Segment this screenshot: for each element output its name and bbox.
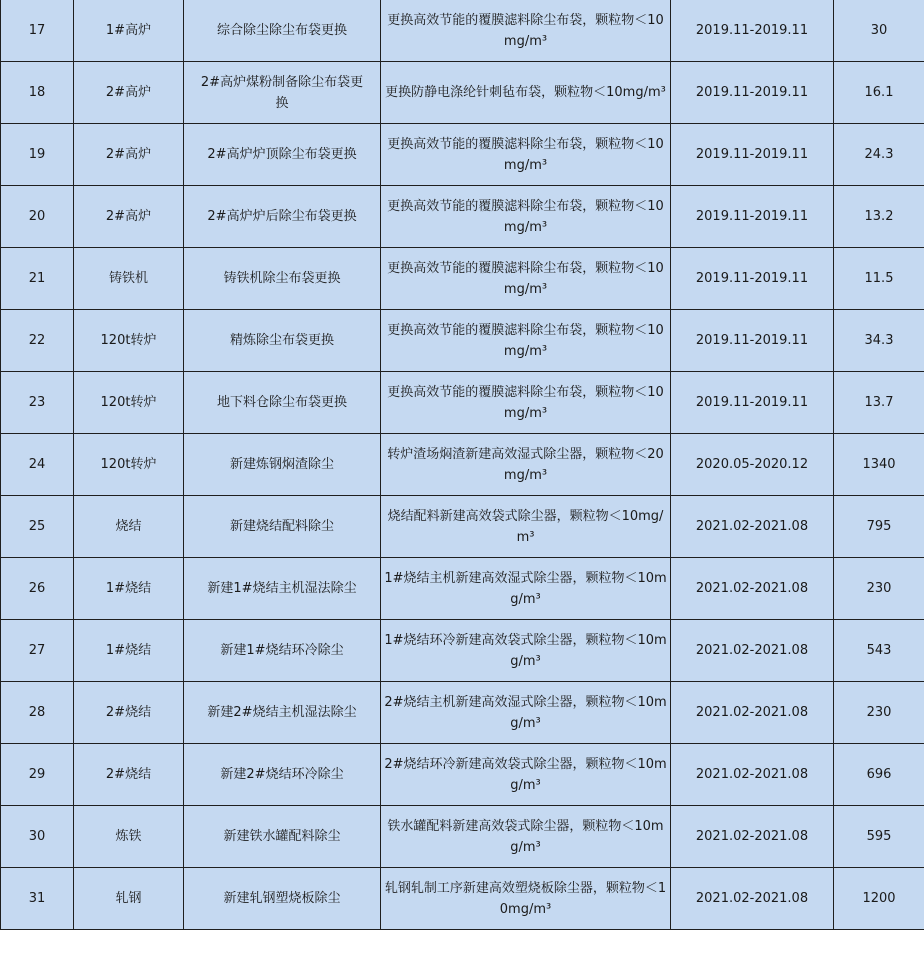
- cell-amount: 543: [834, 620, 924, 682]
- cell-period: 2019.11-2019.11: [671, 310, 834, 372]
- cell-period: 2019.11-2019.11: [671, 0, 834, 62]
- cell-content: 烧结配料新建高效袋式除尘器，颗粒物＜10mg/m³: [381, 496, 671, 558]
- cell-no: 19: [1, 124, 74, 186]
- table-row: [1, 310, 924, 372]
- cell-content: 更换高效节能的覆膜滤料除尘布袋，颗粒物＜10mg/m³: [381, 248, 671, 310]
- cell-period: 2019.11-2019.11: [671, 62, 834, 124]
- table-row: [1, 0, 924, 62]
- cell-content: 更换高效节能的覆膜滤料除尘布袋，颗粒物＜10mg/m³: [381, 186, 671, 248]
- cell-project: 新建炼钢焖渣除尘: [184, 434, 381, 496]
- cell-project: 新建铁水罐配料除尘: [184, 806, 381, 868]
- cell-project: 新建烧结配料除尘: [184, 496, 381, 558]
- cell-no: 25: [1, 496, 74, 558]
- cell-content: 更换高效节能的覆膜滤料除尘布袋，颗粒物＜10mg/m³: [381, 310, 671, 372]
- cell-unit: 2#烧结: [74, 744, 184, 806]
- cell-period: 2021.02-2021.08: [671, 806, 834, 868]
- cell-no: 20: [1, 186, 74, 248]
- cell-content: 1#烧结环冷新建高效袋式除尘器，颗粒物＜10mg/m³: [381, 620, 671, 682]
- cell-no: 30: [1, 806, 74, 868]
- cell-project: 新建2#烧结环冷除尘: [184, 744, 381, 806]
- cell-project: 地下料仓除尘布袋更换: [184, 372, 381, 434]
- cell-unit: 炼铁: [74, 806, 184, 868]
- cell-unit: 120t转炉: [74, 434, 184, 496]
- cell-amount: 595: [834, 806, 924, 868]
- cell-period: 2019.11-2019.11: [671, 248, 834, 310]
- cell-unit: 1#高炉: [74, 0, 184, 62]
- cell-project: 新建1#烧结主机湿法除尘: [184, 558, 381, 620]
- cell-content: 2#烧结主机新建高效湿式除尘器，颗粒物＜10mg/m³: [381, 682, 671, 744]
- cell-content: 1#烧结主机新建高效湿式除尘器，颗粒物＜10mg/m³: [381, 558, 671, 620]
- table-row: [1, 806, 924, 868]
- cell-amount: 1200: [834, 868, 924, 930]
- cell-no: 31: [1, 868, 74, 930]
- cell-unit: 2#烧结: [74, 682, 184, 744]
- table-row: [1, 62, 924, 124]
- cell-amount: 24.3: [834, 124, 924, 186]
- cell-unit: 2#高炉: [74, 186, 184, 248]
- cell-period: 2019.11-2019.11: [671, 186, 834, 248]
- table-row: [1, 620, 924, 682]
- cell-amount: 230: [834, 558, 924, 620]
- cell-no: 28: [1, 682, 74, 744]
- cell-amount: 230: [834, 682, 924, 744]
- table-row: [1, 682, 924, 744]
- cell-unit: 1#烧结: [74, 558, 184, 620]
- cell-no: 26: [1, 558, 74, 620]
- cell-period: 2021.02-2021.08: [671, 558, 834, 620]
- cell-unit: 1#烧结: [74, 620, 184, 682]
- cell-period: 2019.11-2019.11: [671, 372, 834, 434]
- cell-project: 2#高炉炉后除尘布袋更换: [184, 186, 381, 248]
- cell-unit: 轧钢: [74, 868, 184, 930]
- cell-project: 铸铁机除尘布袋更换: [184, 248, 381, 310]
- cell-amount: 13.7: [834, 372, 924, 434]
- table-row: [1, 496, 924, 558]
- cell-period: 2021.02-2021.08: [671, 744, 834, 806]
- table-row: [1, 868, 924, 930]
- cell-no: 17: [1, 0, 74, 62]
- table-row: [1, 248, 924, 310]
- cell-content: 更换防静电涤纶针刺毡布袋，颗粒物＜10mg/m³: [381, 62, 671, 124]
- cell-project: 2#高炉炉顶除尘布袋更换: [184, 124, 381, 186]
- table-body: [1, 0, 924, 930]
- cell-no: 23: [1, 372, 74, 434]
- cell-amount: 11.5: [834, 248, 924, 310]
- cell-project: 新建轧钢塑烧板除尘: [184, 868, 381, 930]
- cell-content: 更换高效节能的覆膜滤料除尘布袋，颗粒物＜10mg/m³: [381, 0, 671, 62]
- cell-no: 29: [1, 744, 74, 806]
- cell-amount: 1340: [834, 434, 924, 496]
- cell-project: 2#高炉煤粉制备除尘布袋更换: [184, 62, 381, 124]
- cell-content: 铁水罐配料新建高效袋式除尘器，颗粒物＜10mg/m³: [381, 806, 671, 868]
- cell-content: 2#烧结环冷新建高效袋式除尘器，颗粒物＜10mg/m³: [381, 744, 671, 806]
- cell-unit: 120t转炉: [74, 372, 184, 434]
- cell-no: 27: [1, 620, 74, 682]
- cell-project: 新建2#烧结主机湿法除尘: [184, 682, 381, 744]
- cell-content: 轧钢轧制工序新建高效塑烧板除尘器，颗粒物＜10mg/m³: [381, 868, 671, 930]
- cell-amount: 795: [834, 496, 924, 558]
- cell-unit: 铸铁机: [74, 248, 184, 310]
- table-row: [1, 186, 924, 248]
- cell-unit: 2#高炉: [74, 124, 184, 186]
- cell-no: 24: [1, 434, 74, 496]
- cell-unit: 烧结: [74, 496, 184, 558]
- table-row: [1, 744, 924, 806]
- cell-period: 2021.02-2021.08: [671, 868, 834, 930]
- cell-unit: 120t转炉: [74, 310, 184, 372]
- cell-amount: 30: [834, 0, 924, 62]
- cell-content: 转炉渣场焖渣新建高效湿式除尘器，颗粒物＜20mg/m³: [381, 434, 671, 496]
- cell-no: 21: [1, 248, 74, 310]
- cell-project: 新建1#烧结环冷除尘: [184, 620, 381, 682]
- cell-amount: 696: [834, 744, 924, 806]
- cell-period: 2021.02-2021.08: [671, 496, 834, 558]
- table-row: [1, 124, 924, 186]
- table-row: [1, 372, 924, 434]
- table-row: [1, 434, 924, 496]
- cell-no: 22: [1, 310, 74, 372]
- cell-project: 综合除尘除尘布袋更换: [184, 0, 381, 62]
- cell-period: 2021.02-2021.08: [671, 682, 834, 744]
- cell-period: 2019.11-2019.11: [671, 124, 834, 186]
- cell-amount: 16.1: [834, 62, 924, 124]
- table-row: [1, 558, 924, 620]
- cell-project: 精炼除尘布袋更换: [184, 310, 381, 372]
- cell-content: 更换高效节能的覆膜滤料除尘布袋，颗粒物＜10mg/m³: [381, 124, 671, 186]
- cell-period: 2020.05-2020.12: [671, 434, 834, 496]
- cell-no: 18: [1, 62, 74, 124]
- cell-period: 2021.02-2021.08: [671, 620, 834, 682]
- cell-unit: 2#高炉: [74, 62, 184, 124]
- cell-amount: 13.2: [834, 186, 924, 248]
- cell-amount: 34.3: [834, 310, 924, 372]
- cell-content: 更换高效节能的覆膜滤料除尘布袋，颗粒物＜10mg/m³: [381, 372, 671, 434]
